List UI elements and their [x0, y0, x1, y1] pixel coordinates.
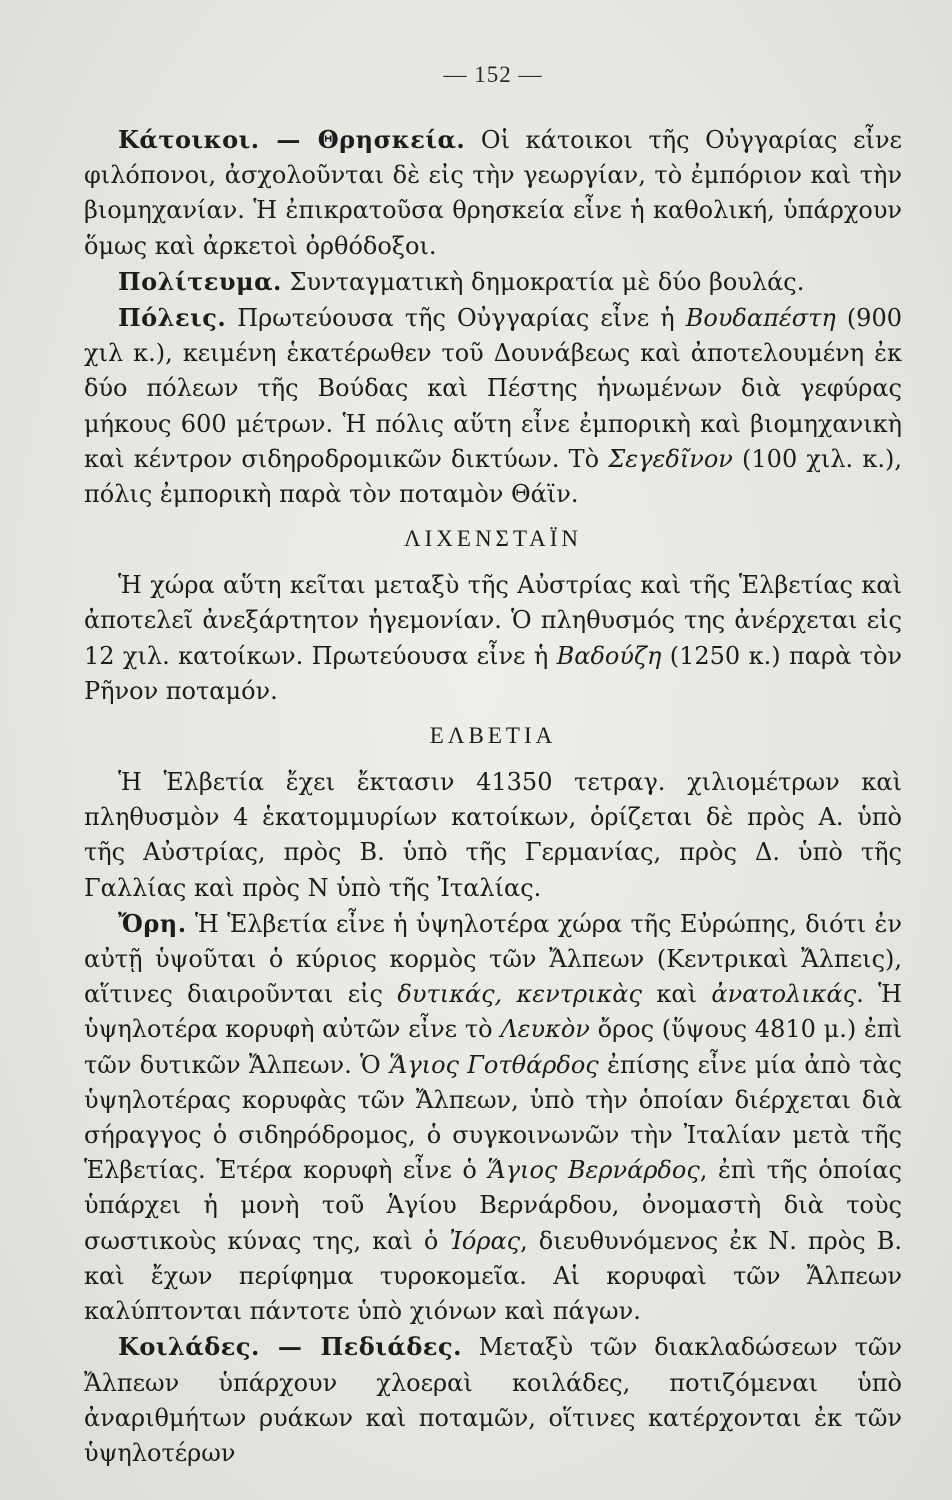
mont-blanc: Λευκὸν [500, 1015, 590, 1044]
text-mountains-e: ἐπίσης εἶνε μία ἀπὸ τὰς ὑψηλοτέρας κορυφὰς τῶν Ἄλπεων, ὑπὸ τὴν ὁποίαν διέρχεται διὰ σήραγγος ὁ σιδηρόδρομος, ὁ συγκοινωνῶν τὴν Ἰταλίαν μετὰ τῆς Ἑλβετίας. Ἑτέρα κορυφὴ εἶνε ὁ [84, 1050, 902, 1185]
section-title-switzerland: ΕΛΒΕΤΙΑ [429, 723, 557, 749]
text-liechtenstein-b: (1250 κ.) παρὰ τὸν Ρῆνον ποταμόν. [84, 641, 902, 705]
text-mountains-a: Ἡ Ἑλβετία εἶνε ἡ ὑψηλοτέρα χώρα τῆς Εὐρώπης, διότι ἐν αὐτῇ ὑψοῦται ὁ κύριος κορμὸς τῶν Ἄλπεων (Κεντρικαὶ Ἄλπεις), αἵτινες διαιροῦνται εἰς [84, 909, 902, 1009]
heading-government: Πολίτευμα. [118, 266, 282, 296]
jura: Ἰόρας [449, 1226, 521, 1255]
text-mountains-d: ὄρος (ὕψους 4810 μ.) ἐπὶ τῶν δυτικῶν Ἄλπεων. Ὁ [84, 1015, 902, 1079]
page-number: — 152 — [443, 62, 543, 87]
city-budapest: Βουδαπέστη [685, 304, 836, 333]
text-switzerland-area: Ἡ Ἑλβετία ἔχει ἔκτασιν 41350 τετραγ. χιλιομέτρων καὶ πληθυσμὸν 4 ἑκατομμυρίων κατοίκων, ὁρίζεται δὲ πρὸς Α. ὑπὸ τῆς Αὐστρίας, πρὸς Β. ὑπὸ τῆς Γερμανίας, πρὸς Δ. ὑπὸ τῆς Γαλλίας καὶ πρὸς Ν ὑπὸ τῆς Ἰταλίας. [84, 768, 902, 902]
heading-mountains: Ὄρη. [118, 908, 187, 938]
st-bernard: Ἅγιος Βερνάρδος [487, 1156, 700, 1185]
city-vaduz: Βαδούζη [556, 641, 662, 670]
heading-inhabitants-religion: Κάτοικοι. — Θρησκεία. [118, 125, 466, 154]
text-cities-a: Πρωτεύουσα τῆς Οὐγγαρίας εἶνε ἡ [226, 304, 686, 333]
text-valleys-plains: Μεταξὺ τῶν διακλαδώσεων τῶν Ἄλπεων ὑπάρχουν χλοεραὶ κοιλάδες, ποτιζόμεναι ὑπὸ ἀναριθμήτων ρυάκων καὶ ποταμῶν, οἵτινες κατέρχονται ἐκ τῶν ὑψηλοτέρων [84, 1333, 902, 1467]
text-cities-b: (900 χιλ κ.), κειμένη ἑκατέρωθεν τοῦ Δουνάβεως καὶ ἀποτελουμένη ἐκ δύο πόλεων τῆς Βούδας καὶ Πέστης ἡνωμένων διὰ γεφύρας μήκους 600 μέτρων. Ἡ πόλις αὕτη εἶνε ἐμπορικὴ καὶ βιομηχανικὴ καὶ κέντρον σιδηροδρομικῶν δικτύων. Τὸ [84, 304, 902, 473]
text-government: Συνταγματικὴ δημοκρατία μὲ δύο βουλάς. [281, 267, 805, 296]
heading-cities: Πόλεις. [118, 303, 227, 333]
text-mountains-g: , διευθυνόμενος ἐκ Ν. πρὸς Β. καὶ ἔχων περίφημα τυροκομεῖα. Αἱ κορυφαὶ τῶν Ἄλπεων καλύπτονται πάντοτε ὑπὸ χιόνων καὶ πάγων. [84, 1226, 902, 1326]
text-liechtenstein-a: Ἡ χώρα αὕτη κεῖται μεταξὺ τῆς Αὐστρίας καὶ τῆς Ἑλβετίας καὶ ἀποτελεῖ ἀνεξάρτητον ἡγεμονίαν. Ὁ πληθυσμός της ἀνέρχεται εἰς 12 χιλ. κατοίκων. Πρωτεύουσα εἶνε ἡ [84, 571, 902, 670]
paragraph-cities [84, 300, 902, 512]
text-inhabitants-religion: Οἱ κάτοικοι τῆς Οὐγγαρίας εἶνε φιλόπονοι, ἀσχολοῦνται δὲ εἰς τὴν γεωργίαν, τὸ ἐμπόριον καὶ τὴν βιομηχανίαν. Ἡ ἐπικρατοῦσα θρησκεία εἶνε ἡ καθολική, ὑπάρχουν ὅμως καὶ ἀρκετοὶ ὀρθόδοξοι. [84, 126, 902, 260]
paragraph-switzerland-area [84, 765, 902, 906]
st-gotthard: Ἅγιος Γοτθάρδος [389, 1050, 599, 1079]
paragraph-liechtenstein [84, 568, 902, 709]
paragraph-mountains [84, 906, 902, 1329]
heading-valleys-plains: Κοιλάδες. — Πεδιάδες. [118, 1332, 462, 1362]
alps-east: ἀνατολικάς [711, 980, 857, 1009]
text-mountains-f: , ἐπὶ τῆς ὁποίας ὑπάρχει ἡ μονὴ τοῦ Ἁγίου Βερνάρδου, ὀνομαστὴ διὰ τοὺς σωστικοὺς κύνας της, καὶ ὁ [84, 1156, 902, 1255]
paragraph-government [84, 264, 902, 300]
text-mountains-b: καὶ [641, 980, 712, 1009]
section-title-liechtenstein: ΛΙΧΕΝΣΤΑΪΝ [403, 526, 583, 552]
text-mountains-c: . Ἡ ὑψηλοτέρα κορυφὴ αὐτῶν εἶνε τὸ [84, 980, 902, 1044]
alps-west-central: δυτικάς, κεντρικὰς [397, 980, 642, 1009]
paragraph-valleys-plains [84, 1329, 902, 1471]
city-szeged: Σεγεδῖνον [608, 444, 733, 473]
paragraph-inhabitants-religion [84, 122, 902, 264]
text-cities-c: (100 χιλ. κ.), πόλις ἐμπορικὴ παρὰ τὸν ποταμὸν Θάϊν. [84, 444, 902, 509]
